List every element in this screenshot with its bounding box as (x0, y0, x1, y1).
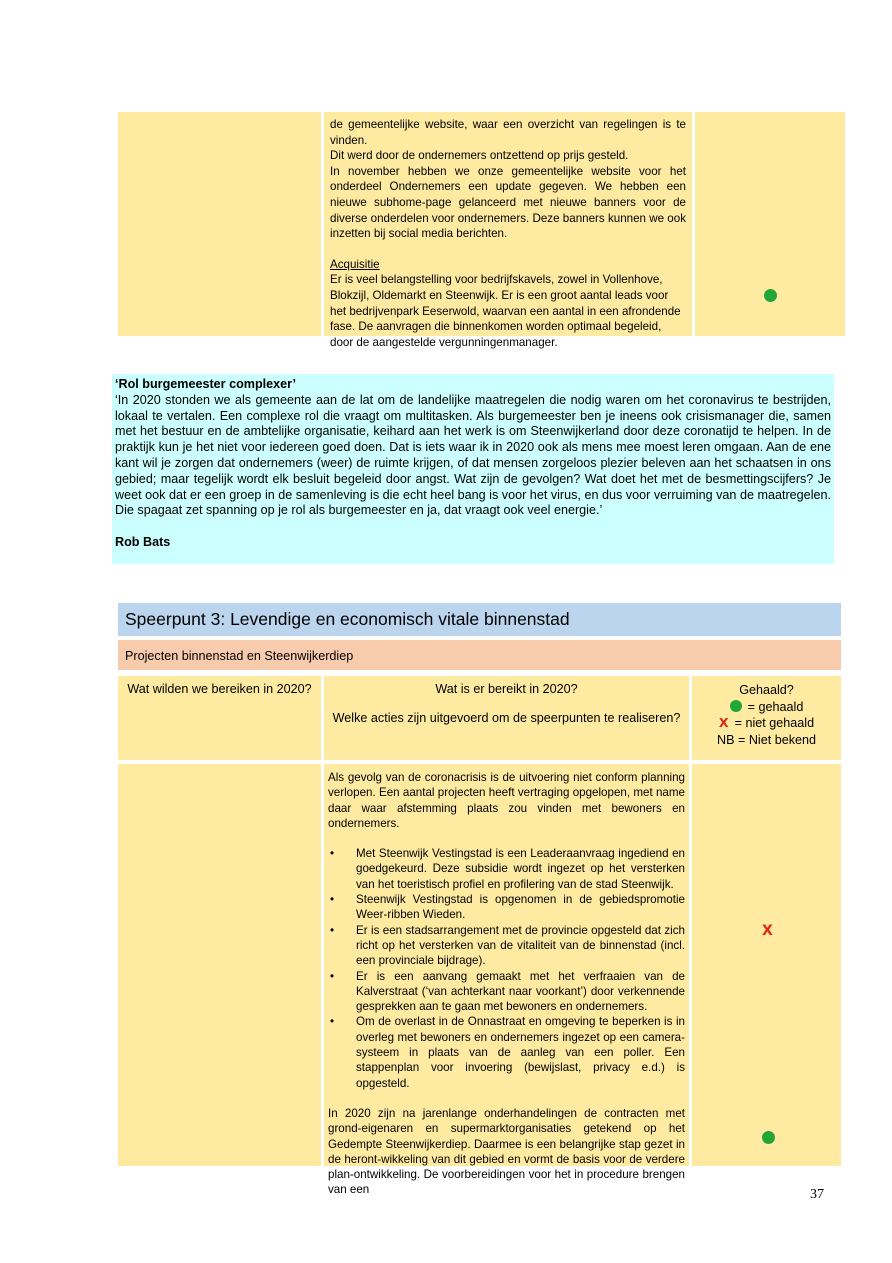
red-x-icon: X (718, 715, 729, 730)
speerpunt-title-bar (118, 603, 841, 636)
bullet-item: • Er is een stadsarrangement met de provincie opgesteld dat zich richt op het versterken van de vitaliteit van de binnenstad (incl. een provinciale bijdrage). (328, 923, 685, 969)
top-line-3: In november hebben we onze gemeentelijke website voor het onderdeel Ondernemers een update gegeven. We hebben een nieuwe subhome-page gelanceerd met nieuwe banners voor de diverse onderdelen voor ondernemers. Deze banners kunnen we ook inzetten bij social media berichten. (330, 164, 686, 241)
content-col2 (324, 764, 689, 1197)
quote-author: Rob Bats (115, 535, 171, 550)
content-col3 (692, 764, 841, 1166)
acquisitie-heading: Acquisitie (330, 257, 380, 271)
col2-header-line2: Welke acties zijn uitgevoerd om de speerpunten te realiseren? (332, 711, 681, 725)
col1-header: Wat wilden we bereiken in 2020? (127, 682, 312, 696)
legend-niet-gehaald: X = niet gehaald (718, 715, 815, 730)
green-dot-icon (762, 1131, 775, 1144)
speerpunt-intro: Als gevolg van de coronacrisis is de uitvoering niet conform planning verlopen. Een aantal projecten heeft vertraging opgelopen, met name daar waar afstemming plaats zou vinden met bewoners en ondernemers. (328, 771, 685, 830)
content-col1 (118, 764, 321, 1166)
top-table-col3 (695, 112, 845, 336)
bullet-item: • Steenwijk Vestingstad is opgenomen in de gebiedspromotie Weer-ribben Wieden. (328, 892, 685, 923)
quote-box (112, 374, 834, 564)
col2-header-line1: Wat is er bereikt in 2020? (435, 682, 578, 696)
green-dot-icon (764, 289, 777, 302)
speerpunt-closing: In 2020 zijn na jarenlange onderhandelingen de contracten met grond-eigenaren en supermarktorganisaties getekend op het Gedempte Steenwijkerdiep. Daarmee is een belangrijke stap gezet in de heront-wikkeling van dit gebied en vormt de basis voor de verdere plan-ontwikkeling. De voorbereidingen voor het in procedure brengen van een (328, 1106, 685, 1197)
bullet-item: • Om de overlast in de Onnastraat en omgeving te beperken is in overleg met bewoners en ondernemers ingezet op een camera-systeem in plaats van de aanleg van een poller. Een stappenplan voor invoering (bewijslast, privacy e.d.) is opgesteld. (328, 1014, 685, 1090)
top-line-2: Dit werd door de ondernemers ontzettend op prijs gesteld. (330, 149, 629, 163)
speerpunt-title: Speerpunt 3: Levendige en economisch vitale binnenstad (125, 609, 570, 629)
header-col2 (324, 676, 689, 760)
bullet-item: • Er is een aanvang gemaakt met het verfraaien van de Kalverstraat (‘van achterkant naar voorkant’) door verkennende gesprekken aan te gaan met bewoners en ondernemers. (328, 969, 685, 1015)
red-x-icon: X (762, 923, 773, 939)
speerpunt-subtitle-bar (118, 640, 841, 670)
top-table-col2 (324, 112, 692, 349)
quote-title: ‘Rol burgemeester complexer’ (115, 377, 297, 391)
col3-header: Gehaald? (739, 683, 794, 697)
green-dot-icon (730, 700, 742, 712)
header-col1 (118, 676, 321, 760)
page-number: 37 (810, 1187, 824, 1202)
top-table-col1 (118, 112, 321, 336)
legend-gehaald: = gehaald (692, 699, 841, 716)
speerpunt-subtitle: Projecten binnenstad en Steenwijkerdiep (125, 649, 354, 663)
speerpunt-bullets (328, 846, 685, 1091)
legend-nb: NB = Niet bekend (716, 732, 817, 747)
top-line-1: de gemeentelijke website, waar een overzicht van regelingen is te vinden. (330, 118, 686, 147)
quote-body: ‘In 2020 stonden we als gemeente aan de lat om de landelijke maatregelen die nodig waren om het coronavirus te bestrijden, lokaal te vertalen. Een complexe rol die vraagt om multitasken. Als burgemeester ben je ineens ook crisismanager die, samen met het bestuur en de ambtelijke organisatie, keihard aan het werk is om Steenwijkerland door deze coronatijd te helpen. In de praktijk kun je het niet voor iedereen goed doen. Dat is iets waar ik in 2020 ook als mens mee moest leren omgaan. Aan de ene kant wil je zorgen dat ondernemers (weer) de ruimte krijgen, of dat mensen zorgeloos plezier beleven aan het schaatsen in ons gebied; maar tegelijk wordt elk besluit begeleid door angst. Wat zijn de gevolgen? Wat doet het met de besmettingscijfers? Je weet ook dat er een groep in de samenleving is die echt heel bang is voor het virus, en dus voor verruiming van de maatregelen. Die spagaat zet spanning op je rol als burgemeester en ja, dat vraagt ook veel energie.’ (115, 392, 831, 518)
bullet-item: • Met Steenwijk Vestingstad is een Leaderaanvraag ingediend en goedgekeurd. Deze subsidie wordt ingezet op het versterken van het toeristisch profiel en profilering van de stad Steenwijk. (328, 846, 685, 892)
acquisitie-text: Er is veel belangstelling voor bedrijfskavels, zowel in Vollenhove, Blokzijl, Oldemarkt en Steenwijk. Er is een groot aantal leads voor het bedrijvenpark Eeserwold, waarvan een aantal in een afrondende fase. De aanvragen die binnenkomen worden optimaal begeleid, door de aangestelde vergunningenmanager. (330, 273, 681, 349)
header-col3 (692, 676, 841, 760)
